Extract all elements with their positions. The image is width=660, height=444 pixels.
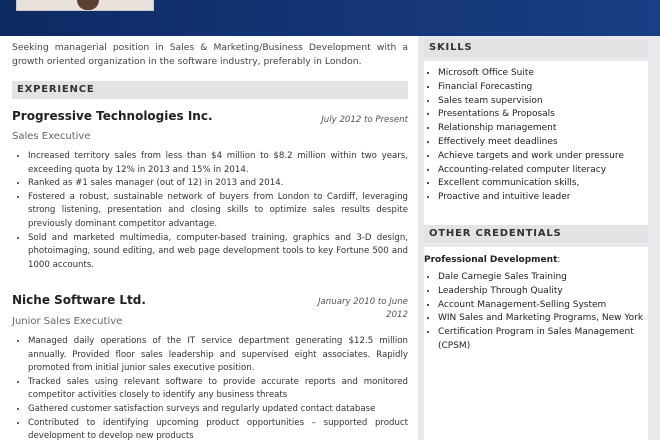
job-bullet: • Fostered a robust, sustainable network of buyers from London to Cardiff, leveraging strong listening, presentation and closing skills to optimize sales results despite previously dominant competitor advantage. xyxy=(28,191,408,232)
credential-item: • Dale Carnegie Sales Training xyxy=(438,271,658,285)
credentials-heading: OTHER CREDENTIALS xyxy=(424,225,648,243)
skill-item: • Microsoft Office Suite xyxy=(438,67,658,81)
job-bullet: • Increased territory sales from less than $4 million to $8.2 million within two years, exceeding quota by 12% in 2013 and 15% in 2014. xyxy=(28,150,408,177)
job-bullet-list xyxy=(12,150,408,272)
job-bullet: • Managed daily operations of the IT service department generating $12.5 million annually. Provided floor sales leadership and supervised eight associates. Rapidly promoted from initial junior sales executive position. xyxy=(28,335,408,376)
job-bullet: • Contributed to identifying upcoming product opportunities – supported product development to develop new products xyxy=(28,417,408,444)
skill-item: • Effectively meet deadlines xyxy=(438,136,658,150)
skill-item: • Relationship management xyxy=(438,122,658,136)
skills-list xyxy=(426,67,658,205)
objective-text: Seeking managerial position in Sales & Marketing/Business Development with a growth oriented organization in the software industry, preferably in London. xyxy=(12,42,408,67)
sidebar xyxy=(418,36,660,440)
skill-item: • Accounting-related computer literacy xyxy=(438,164,658,178)
credential-item: • WIN Sales and Marketing Programs, New York xyxy=(438,312,658,326)
credentials-subheading-label: Professional Development xyxy=(424,255,558,265)
skill-item: • Achieve targets and work under pressure xyxy=(438,150,658,164)
credential-item: • Certification Program in Sales Management (CPSM) xyxy=(438,326,658,354)
job-bullet: • Gathered customer satisfaction surveys and regularly updated contact database xyxy=(28,403,408,417)
job-company: Progressive Technologies Inc. xyxy=(12,109,213,123)
credentials-subheading-colon: : xyxy=(557,255,561,265)
job-bullet: • Sold and marketed multimedia, computer-based training, graphics and 3-D design, photoimaging, sound editing, and web page development tools to key Fortune 500 and 1000 accounts. xyxy=(28,232,408,273)
skill-item: • Proactive and intuitive leader xyxy=(438,191,658,205)
job-bullet: • Tracked sales using relevant software to provide accurate reports and monitored competitor activities closely to identify any business threats xyxy=(28,376,408,403)
job-company: Niche Software Ltd. xyxy=(12,293,146,307)
experience-heading: EXPERIENCE xyxy=(12,81,408,99)
credential-item: • Leadership Through Quality xyxy=(438,285,658,299)
credentials-subheading xyxy=(424,255,560,265)
profile-photo-figure xyxy=(77,0,99,10)
job-dates: January 2010 to June 2012 xyxy=(318,297,408,320)
skill-item: • Presentations & Proposals xyxy=(438,108,658,122)
job-bullet-list xyxy=(12,335,408,444)
skill-item: • Excellent communication skills, xyxy=(438,177,658,191)
job-dates: July 2012 to Present xyxy=(321,115,408,125)
credential-item: • Account Management-Selling System xyxy=(438,299,658,313)
skills-heading: SKILLS xyxy=(424,39,648,57)
header-banner xyxy=(0,0,660,36)
skill-item: • Financial Forecasting xyxy=(438,81,658,95)
profile-photo xyxy=(16,0,154,11)
job-role: Sales Executive xyxy=(12,131,91,142)
job-bullet: • Ranked as #1 sales manager (out of 12) in 2013 and 2014. xyxy=(28,177,408,191)
job-role: Junior Sales Executive xyxy=(12,316,123,327)
credentials-list xyxy=(426,271,658,354)
skill-item: • Sales team supervision xyxy=(438,95,658,109)
